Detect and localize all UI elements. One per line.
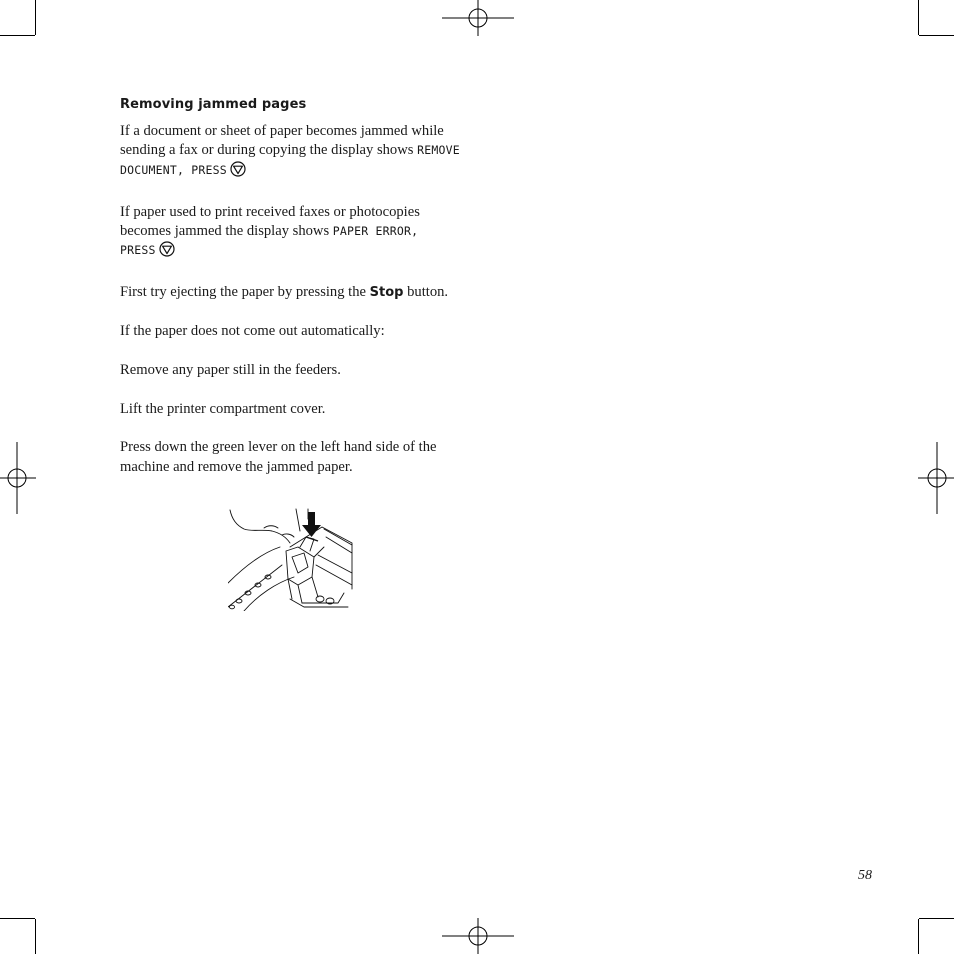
stop-icon	[159, 241, 175, 263]
paragraph-step: Remove any paper still in the feeders.	[120, 361, 341, 378]
paragraph-document-jam	[120, 122, 460, 183]
display-message: REMOVE DOCUMENT, PRESS	[120, 143, 460, 177]
crop-mark	[0, 918, 35, 919]
stop-icon	[230, 161, 246, 183]
page-number: 58	[858, 868, 872, 883]
registration-mark-bottom	[440, 918, 516, 954]
paragraph-text: button.	[403, 284, 449, 301]
section-heading: Removing jammed pages	[120, 97, 307, 112]
crop-mark	[918, 919, 919, 954]
registration-mark-top	[440, 0, 516, 36]
paragraph-text: If paper used to print received faxes or photocopies becomes jammed the display shows	[120, 203, 420, 240]
registration-mark-right	[918, 440, 954, 516]
paragraph-text: If a document or sheet of paper becomes jammed while sending a fax or during copying the display shows	[120, 123, 444, 159]
printer-lever-illustration	[228, 507, 354, 611]
registration-mark-left	[0, 440, 36, 516]
paragraph-step: If the paper does not come out automatically:	[120, 323, 385, 340]
stop-label: Stop	[369, 285, 404, 301]
paragraph-stop-button	[120, 283, 460, 302]
paragraph-text: First try ejecting the paper by pressing the	[120, 284, 370, 301]
crop-mark	[35, 919, 36, 954]
instructions-column	[120, 96, 460, 497]
crop-mark	[918, 0, 919, 35]
paragraph-step: Lift the printer compartment cover.	[120, 400, 326, 417]
crop-mark	[0, 35, 35, 36]
crop-mark	[35, 0, 36, 35]
paragraph-step: Press down the green lever on the left hand side of the machine and remove the jammed paper.	[120, 439, 437, 475]
crop-mark	[919, 918, 954, 919]
crop-mark	[919, 35, 954, 36]
display-message: PAPER ERROR, PRESS	[120, 224, 419, 258]
paragraph-paper-jam	[120, 203, 460, 264]
